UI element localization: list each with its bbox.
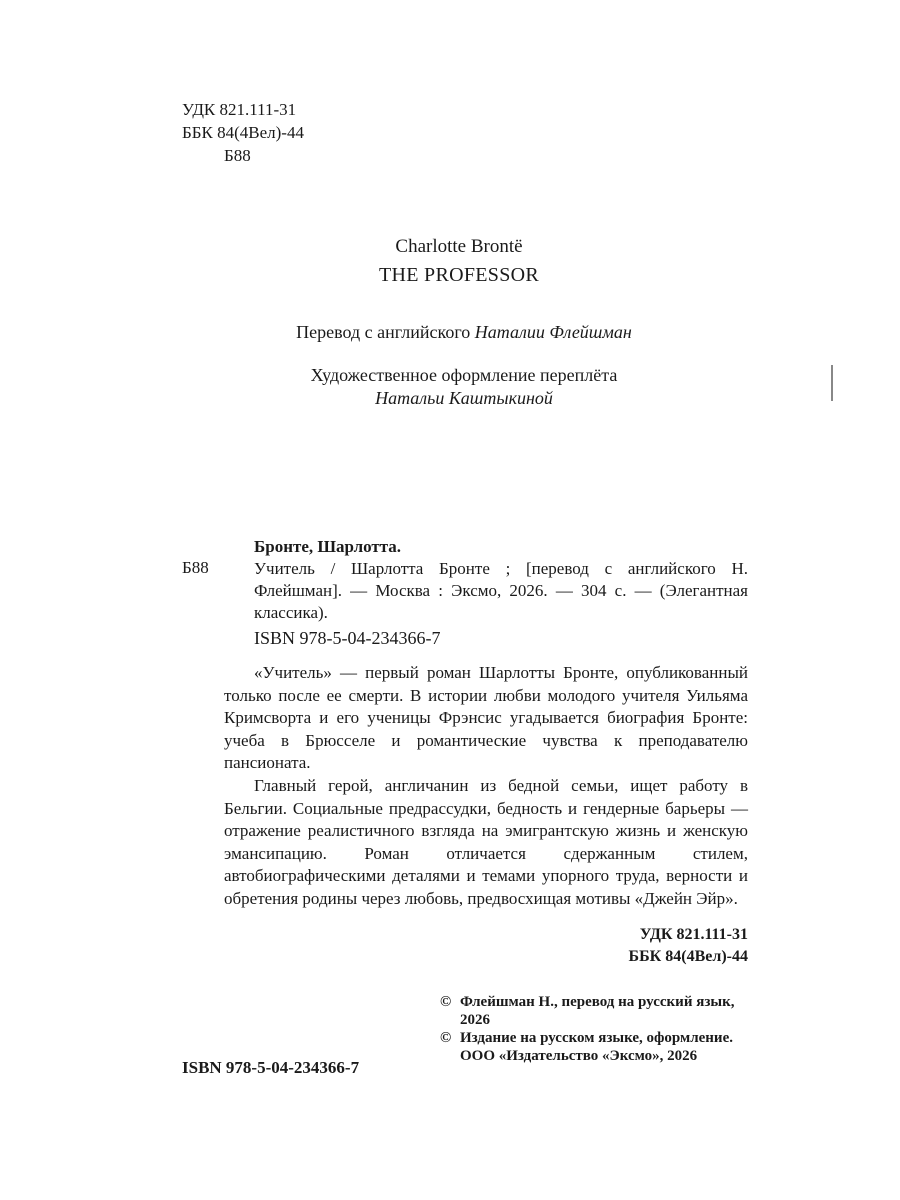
- original-title: THE PROFESSOR: [378, 264, 540, 286]
- copyright-text: Издание на русском языке, оформление. ООО «Издательство «Эксмо», 2026: [460, 1030, 733, 1064]
- udk-code-bottom: УДК 821.111-31: [639, 926, 748, 943]
- copyright-item: [440, 1029, 760, 1065]
- catalog-isbn: ISBN 978-5-04-234366-7: [254, 628, 441, 648]
- annotation-paragraph: Главный герой, англичанин из бедной семьи, ищет работу в Бельгии. Социальные предрассудки, бедность и гендерные барьеры — отражение реалистичного взгляда на эмигрантскую жизнь и женскую эмансипацию. Роман отличается сдержанным стилем, автобиографическими деталями и темами упорного труда, верности и обретения родины через любовь, предвосхищая мотивы «Джейн Эйр».: [224, 775, 748, 908]
- copyright-item: [440, 993, 760, 1029]
- design-prefix: Художественное оформление переплёта: [310, 365, 618, 385]
- author-sign: Б88: [224, 146, 251, 165]
- translator-name: Наталии Флейшман: [474, 322, 632, 342]
- annotation: [224, 662, 748, 911]
- translation-credit: [0, 322, 900, 343]
- page-edge-mark: [831, 365, 833, 401]
- design-credit: [0, 364, 900, 410]
- udk-code: УДК 821.111-31: [182, 100, 297, 119]
- library-codes-bottom: [540, 924, 748, 968]
- designer-name: Натальи Каштыкиной: [375, 388, 553, 408]
- copyright-text: Флейшман Н., перевод на русский язык, 2026: [460, 994, 735, 1028]
- catalog-code: Б88: [182, 558, 209, 577]
- isbn-bottom: ISBN 978-5-04-234366-7: [182, 1058, 360, 1077]
- bbk-code-bottom: ББК 84(4Вел)-44: [628, 948, 748, 965]
- library-codes: [182, 98, 304, 167]
- catalog-heading: Бронте, Шарлотта.: [254, 537, 402, 556]
- translation-prefix: Перевод с английского: [296, 322, 471, 342]
- copyright-sign: ©: [440, 994, 452, 1010]
- annotation-paragraph: «Учитель» — первый роман Шарлотты Бронте, опубликованный только после ее смерти. В истории любви молодого учителя Уильяма Кримсворта и его ученицы Фрэнсис угадывается биография Бронте: учеба в Брюсселе и романтические чувства к преподавателю пансионата.: [224, 663, 748, 773]
- catalog-description: Учитель / Шарлотта Бронте ; [перевод с английского Н. Флейшман]. — Москва : Эксмо, 2026. — 304 с. — (Элегантная классика).: [254, 559, 748, 622]
- copyright-sign: ©: [440, 1030, 452, 1046]
- bbk-code: ББК 84(4Вел)-44: [182, 123, 304, 142]
- copyright-block: [440, 993, 760, 1065]
- original-author: Charlotte Brontё: [395, 236, 523, 257]
